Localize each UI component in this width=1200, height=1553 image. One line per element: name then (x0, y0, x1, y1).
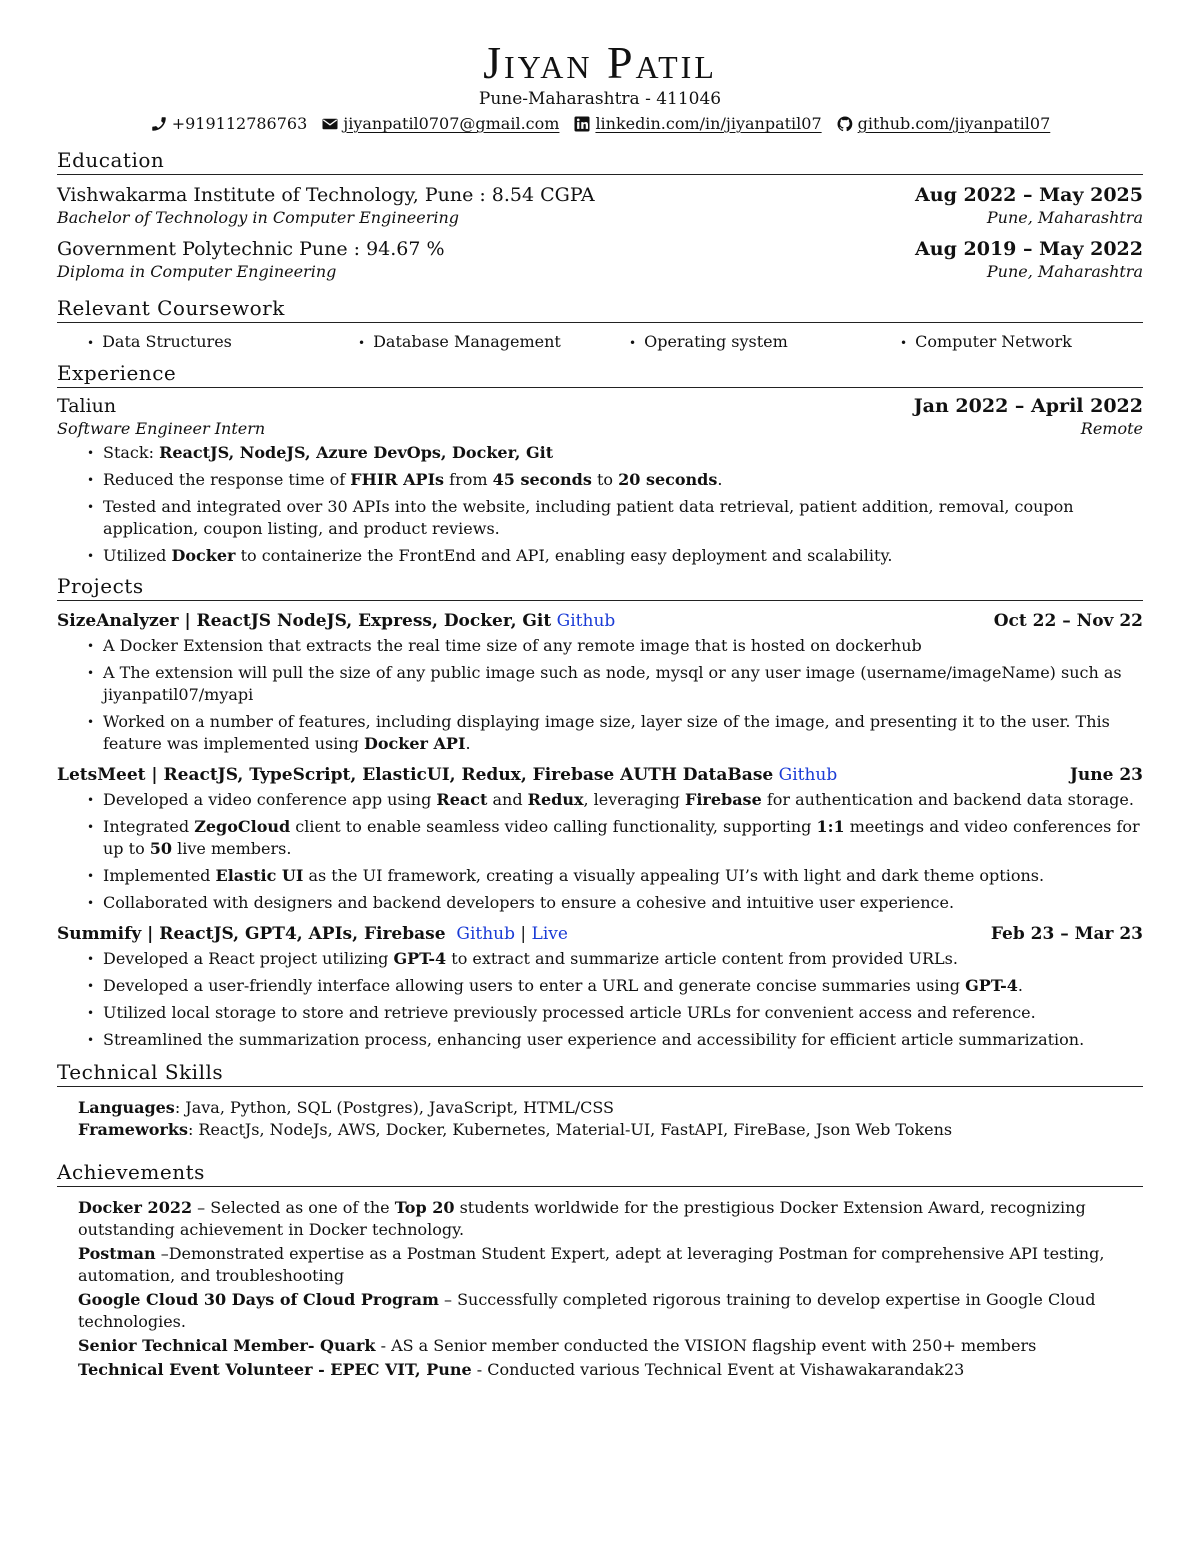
achievements-block (57, 1197, 1143, 1381)
list-item: • Utilized local storage to store and retrieve previously processed article URLs for convenient access and reference. (85, 1002, 1143, 1024)
skills-heading: Technical Skills (57, 1059, 1143, 1087)
phone-contact[interactable] (150, 113, 308, 135)
experience-bullets (57, 442, 1143, 567)
coursework-heading: Relevant Coursework (57, 295, 1143, 323)
project-header (57, 922, 1143, 946)
education-heading: Education (57, 147, 1143, 175)
github-link[interactable]: github.com/jiyanpatil07 (857, 114, 1051, 133)
project-bullets (57, 948, 1143, 1051)
achievement-item: Technical Event Volunteer - EPEC VIT, Pune - Conducted various Technical Event at Vishawakarandak23 (78, 1360, 965, 1379)
github-icon (836, 115, 854, 133)
project-header (57, 609, 1143, 633)
education-dates: Aug 2022 – May 2025 (915, 184, 1143, 206)
course-item: • Computer Network (870, 331, 1141, 354)
linkedin-icon (573, 115, 591, 133)
resume-page (57, 38, 1143, 1383)
github-project-link[interactable]: Github (556, 611, 616, 631)
course-item: • Database Management (328, 331, 599, 354)
project-title: LetsMeet | ReactJS, TypeScript, ElasticUI, Redux, Firebase AUTH DataBase (57, 765, 774, 785)
list-item: • Utilized Docker to containerize the FrontEnd and API, enabling easy deployment and scalability. (85, 545, 1143, 567)
linkedin-link[interactable]: linkedin.com/in/jiyanpatil07 (595, 114, 822, 133)
list-item: • Stack: ReactJS, NodeJS, Azure DevOps, Docker, Git (85, 442, 1143, 464)
address: Pune-Maharashtra - 411046 (478, 89, 722, 109)
contact-bar (57, 113, 1143, 135)
experience-heading: Experience (57, 360, 1143, 388)
school-name: Vishwakarma Institute of Technology, Pune : 8.54 CGPA (57, 184, 595, 206)
github-project-link[interactable]: Github (456, 924, 515, 944)
education-location: Pune, Maharashtra (986, 262, 1143, 281)
linkedin-contact[interactable] (573, 113, 821, 135)
degree: Diploma in Computer Engineering (57, 262, 337, 281)
course-item: • Data Structures (57, 331, 328, 354)
frameworks-line: Frameworks: ReactJs, NodeJs, AWS, Docker, Kubernetes, Material-UI, FastAPI, FireBase, Json Web Tokens (78, 1120, 953, 1139)
github-contact[interactable] (836, 113, 1051, 135)
list-item: • A Docker Extension that extracts the real time size of any remote image that is hosted on dockerhub (85, 635, 1143, 657)
list-item: • Streamlined the summarization process, enhancing user experience and accessibility for efficient article summarization. (85, 1029, 1143, 1051)
github-project-link[interactable]: Github (778, 765, 838, 785)
skills-block (57, 1097, 1143, 1141)
education-entry (57, 183, 1143, 229)
experience-entry (57, 394, 1143, 567)
envelope-icon (321, 115, 339, 133)
role: Software Engineer Intern (57, 419, 266, 438)
project-dates: Feb 23 – Mar 23 (990, 924, 1143, 944)
list-item: • Integrated ZegoCloud client to enable seamless video calling functionality, supporting 1:1 meetings and video conferences for up to 50 live members. (85, 816, 1143, 860)
email-contact[interactable] (321, 113, 559, 135)
list-item: • Worked on a number of features, including displaying image size, layer size of the image, and presenting it to the user. This feature was implemented using Docker API. (85, 711, 1143, 755)
list-item: • A The extension will pull the size of any public image such as node, mysql or any user image (username/imageName) such as jiyanpatil07/myapi (85, 662, 1143, 706)
experience-location: Remote (1080, 419, 1143, 438)
list-item: • Implemented Elastic UI as the UI framework, creating a visually appealing UI’s with light and dark theme options. (85, 865, 1143, 887)
project-bullets (57, 635, 1143, 755)
list-item: • Collaborated with designers and backend developers to ensure a cohesive and intuitive user experience. (85, 892, 1143, 914)
achievements-heading: Achievements (57, 1159, 1143, 1187)
project-header (57, 763, 1143, 787)
achievement-item: Google Cloud 30 Days of Cloud Program – Successfully completed rigorous training to develop expertise in Google Cloud technologies. (78, 1290, 1096, 1331)
phone-number: +919112786763 (171, 114, 308, 133)
education-entry (57, 237, 1143, 283)
project-dates: June 23 (1069, 765, 1143, 785)
email-link[interactable]: jiyanpatil0707@gmail.com (343, 114, 560, 133)
languages-line: Languages: Java, Python, SQL (Postgres), JavaScript, HTML/CSS (78, 1098, 615, 1117)
achievement-item: Postman –Demonstrated expertise as a Postman Student Expert, adept at leveraging Postman for comprehensive API testing, automation, and troubleshooting (78, 1244, 1105, 1285)
achievement-item: Senior Technical Member- Quark - AS a Senior member conducted the VISION flagship event with 250+ members (78, 1336, 1037, 1355)
project-bullets (57, 789, 1143, 914)
link-separator: | (515, 924, 532, 944)
list-item: • Developed a React project utilizing GPT-4 to extract and summarize article content from provided URLs. (85, 948, 1143, 970)
project-dates: Oct 22 – Nov 22 (993, 611, 1143, 631)
project-title: Summify | ReactJS, GPT4, APIs, Firebase (57, 924, 446, 944)
coursework-list (57, 331, 1143, 354)
projects-heading: Projects (57, 573, 1143, 601)
list-item: • Developed a video conference app using React and Redux, leveraging Firebase for authentication and backend data storage. (85, 789, 1143, 811)
experience-dates: Jan 2022 – April 2022 (913, 395, 1143, 417)
achievement-item: Docker 2022 – Selected as one of the Top 20 students worldwide for the prestigious Docker Extension Award, recognizing outstanding achievement in Docker technology. (78, 1198, 1086, 1239)
project-title: SizeAnalyzer | ReactJS NodeJS, Express, Docker, Git (57, 611, 552, 631)
live-project-link[interactable]: Live (531, 924, 568, 944)
list-item: • Developed a user-friendly interface allowing users to enter a URL and generate concise summaries using GPT-4. (85, 975, 1143, 997)
company-name: Taliun (57, 395, 117, 417)
course-item: • Operating system (599, 331, 870, 354)
education-location: Pune, Maharashtra (986, 208, 1143, 227)
list-item: • Reduced the response time of FHIR APIs from 45 seconds to 20 seconds. (85, 469, 1143, 491)
list-item: • Tested and integrated over 30 APIs into the website, including patient data retrieval, patient addition, removal, coupon application, coupon listing, and product reviews. (85, 496, 1143, 540)
candidate-name: Jiyan Patil (483, 37, 717, 88)
degree: Bachelor of Technology in Computer Engineering (57, 208, 460, 227)
education-dates: Aug 2019 – May 2022 (915, 238, 1143, 260)
phone-icon (150, 115, 168, 133)
school-name: Government Polytechnic Pune : 94.67 % (57, 238, 445, 260)
